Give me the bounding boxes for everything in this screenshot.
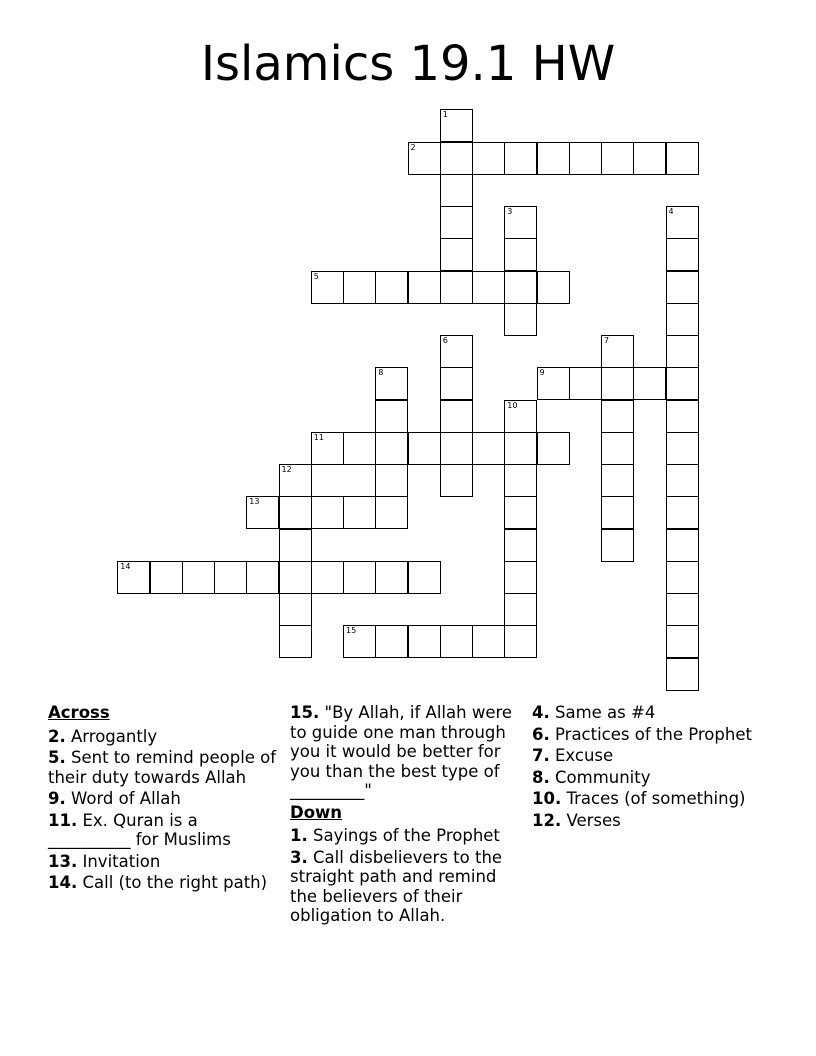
grid-cell[interactable] xyxy=(440,238,473,271)
clue-number-label: 1 xyxy=(442,110,448,120)
puzzle-title: Islamics 19.1 HW xyxy=(200,36,616,92)
grid-cell[interactable] xyxy=(117,561,150,594)
grid-cell[interactable] xyxy=(601,400,634,433)
grid-cell[interactable] xyxy=(279,496,312,529)
grid-cell[interactable] xyxy=(311,432,344,465)
down-heading: Down xyxy=(290,802,343,822)
clue-number-label: 5 xyxy=(313,271,319,281)
grid-cell[interactable] xyxy=(666,496,699,529)
grid-cell[interactable] xyxy=(666,400,699,433)
grid-cell[interactable] xyxy=(440,335,473,368)
grid-cell[interactable] xyxy=(537,367,570,400)
clue-number-label: 2 xyxy=(410,142,416,152)
grid-cell[interactable] xyxy=(504,303,537,336)
clue-down-1: 1. Sayings of the Prophet xyxy=(290,826,500,845)
grid-cell[interactable] xyxy=(343,561,376,594)
clue-down-8: 8. Community xyxy=(532,767,651,787)
clue-number-label: 8 xyxy=(378,368,384,378)
clue-across-2: 2. Arrogantly xyxy=(48,726,158,746)
grid-cell[interactable] xyxy=(375,271,408,304)
clue-down-7: 7. Excuse xyxy=(532,746,614,765)
grid-cell[interactable] xyxy=(440,142,473,175)
grid-cell[interactable] xyxy=(311,561,344,594)
grid-cell[interactable] xyxy=(279,529,312,562)
clue-number-label: 11 xyxy=(313,432,324,442)
grid-cell[interactable] xyxy=(569,142,602,175)
grid-cell[interactable] xyxy=(214,561,247,594)
grid-cell[interactable] xyxy=(504,561,537,594)
grid-cell[interactable] xyxy=(279,561,312,594)
grid-cell[interactable] xyxy=(440,432,473,465)
grid-cell[interactable] xyxy=(311,496,344,529)
grid-cell[interactable] xyxy=(472,142,505,175)
clue-down-6: 6. Practices of the Prophet xyxy=(532,724,752,744)
grid-cell[interactable] xyxy=(601,464,634,497)
grid-cell[interactable] xyxy=(408,142,441,175)
grid-cell[interactable] xyxy=(537,432,570,465)
clue-number-label: 9 xyxy=(539,368,545,378)
grid-cell[interactable] xyxy=(666,625,699,658)
clue-number-label: 7 xyxy=(604,336,610,345)
grid-cell[interactable] xyxy=(601,496,634,529)
grid-cell[interactable] xyxy=(472,271,505,304)
grid-cell[interactable] xyxy=(472,625,505,658)
grid-cell[interactable] xyxy=(440,400,473,433)
grid-cell[interactable] xyxy=(504,238,537,271)
grid-cell[interactable] xyxy=(666,206,699,239)
grid-cell[interactable] xyxy=(666,142,699,175)
grid-cell[interactable] xyxy=(150,561,183,594)
grid-cell[interactable] xyxy=(440,625,473,658)
grid-cell[interactable] xyxy=(504,593,537,626)
clue-number-label: 3 xyxy=(507,207,513,216)
clue-down-10: 10. Traces (of something) xyxy=(532,789,746,808)
grid-cell[interactable] xyxy=(375,625,408,658)
clue-down-3: 3. Call disbelievers to the straight path and remind the believers of their obligation to Allah. xyxy=(290,847,503,925)
clue-number-label: 4 xyxy=(668,207,674,216)
grid-cell[interactable] xyxy=(601,367,634,400)
grid-cell[interactable] xyxy=(440,464,473,497)
grid-cell[interactable] xyxy=(504,271,537,304)
grid-cell[interactable] xyxy=(246,496,279,529)
clue-number-label: 10 xyxy=(507,400,518,410)
clue-across-11: 11. Ex. Quran is a __________ for Muslims xyxy=(48,810,231,849)
grid-cell[interactable] xyxy=(666,367,699,400)
clue-down-4: 4. Same as #4 xyxy=(532,703,656,722)
grid-cell[interactable] xyxy=(601,432,634,465)
across-heading: Across xyxy=(48,703,110,722)
grid-cell[interactable] xyxy=(666,593,699,626)
clue-across-15: 15. "By Allah, if Allah were to guide one man through you it would be better for you than the best type of _________" xyxy=(290,703,513,800)
grid-cell[interactable] xyxy=(666,335,699,368)
grid-cell[interactable] xyxy=(504,142,537,175)
grid-cell[interactable] xyxy=(343,496,376,529)
grid-cell[interactable] xyxy=(375,464,408,497)
grid-cell[interactable] xyxy=(375,367,408,400)
grid-cell[interactable] xyxy=(666,271,699,304)
grid-cell[interactable] xyxy=(537,142,570,175)
clue-number-label: 15 xyxy=(346,626,357,636)
clue-down-12: 12. Verses xyxy=(532,810,621,830)
grid-cell[interactable] xyxy=(279,464,312,497)
grid-cell[interactable] xyxy=(666,658,699,691)
grid-cell[interactable] xyxy=(504,464,537,497)
grid-cell[interactable] xyxy=(343,625,376,658)
grid-cell[interactable] xyxy=(311,271,344,304)
grid-cell[interactable] xyxy=(440,174,473,207)
grid-cell[interactable] xyxy=(666,432,699,465)
grid-cell[interactable] xyxy=(440,206,473,239)
grid-cell[interactable] xyxy=(666,303,699,336)
clue-across-9: 9. Word of Allah xyxy=(48,789,181,808)
grid-cell[interactable] xyxy=(343,271,376,304)
grid-cell[interactable] xyxy=(375,561,408,594)
grid-cell[interactable] xyxy=(504,432,537,465)
grid-cell[interactable] xyxy=(375,432,408,465)
clue-across-13: 13. Invitation xyxy=(48,851,161,871)
clue-number-label: 14 xyxy=(120,561,131,571)
grid-cell[interactable] xyxy=(375,400,408,433)
grid-cell[interactable] xyxy=(504,206,537,239)
grid-cell[interactable] xyxy=(666,238,699,271)
grid-cell[interactable] xyxy=(666,529,699,562)
clue-column-2 xyxy=(290,703,515,928)
grid-cell[interactable] xyxy=(408,625,441,658)
grid-cell[interactable] xyxy=(601,529,634,562)
grid-cell[interactable] xyxy=(343,432,376,465)
clue-number-label: 12 xyxy=(281,465,292,474)
clue-number-label: 13 xyxy=(249,497,260,507)
clue-across-14: 14. Call (to the right path) xyxy=(48,873,268,892)
grid-cell[interactable] xyxy=(601,142,634,175)
grid-cell[interactable] xyxy=(408,271,441,304)
grid-cell[interactable] xyxy=(569,367,602,400)
grid-cell[interactable] xyxy=(279,593,312,626)
grid-cell[interactable] xyxy=(633,367,666,400)
grid-cell[interactable] xyxy=(633,142,666,175)
clue-column-3 xyxy=(532,703,772,832)
grid-cell[interactable] xyxy=(504,400,537,433)
grid-cell[interactable] xyxy=(182,561,215,594)
clue-across-5: 5. Sent to remind people of their duty towards Allah xyxy=(48,748,277,787)
grid-cell[interactable] xyxy=(666,464,699,497)
grid-cell[interactable] xyxy=(440,271,473,304)
grid-cell[interactable] xyxy=(440,367,473,400)
grid-cell[interactable] xyxy=(246,561,279,594)
grid-cell[interactable] xyxy=(408,561,441,594)
clue-number-label: 6 xyxy=(442,336,448,345)
grid-cell[interactable] xyxy=(504,496,537,529)
grid-cell[interactable] xyxy=(504,529,537,562)
clue-column-1 xyxy=(48,703,278,895)
grid-cell[interactable] xyxy=(601,335,634,368)
grid-cell[interactable] xyxy=(375,496,408,529)
grid-cell[interactable] xyxy=(666,561,699,594)
grid-cell[interactable] xyxy=(279,625,312,658)
grid-cell[interactable] xyxy=(537,271,570,304)
grid-cell[interactable] xyxy=(440,109,473,142)
grid-cell[interactable] xyxy=(408,432,441,465)
grid-cell[interactable] xyxy=(472,432,505,465)
grid-cell[interactable] xyxy=(504,625,537,658)
